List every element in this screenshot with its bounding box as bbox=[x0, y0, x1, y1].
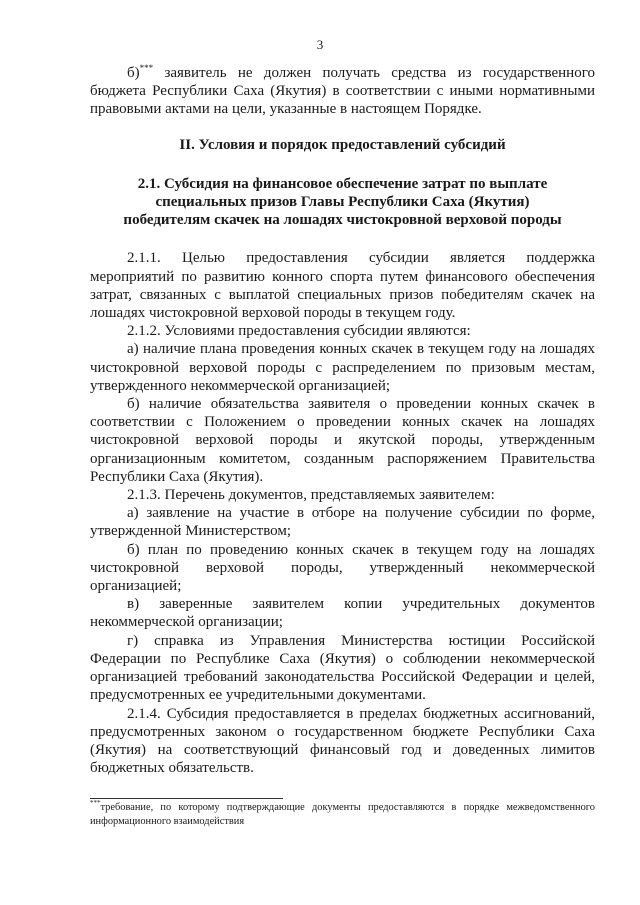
section-title: II. Условия и порядок предоставлений субсидий bbox=[179, 136, 506, 153]
paragraph-2-1-3-b: б) план по проведению конных скачек в текущем году на лошадях чистокровной верховой породы, утвержденный некоммерческой организацией; bbox=[90, 541, 595, 595]
paragraph-2-1-1: 2.1.1. Целью предоставления субсидии является поддержка мероприятий по развитию конного спорта путем финансового обеспечения затрат, связанных с выплатой специальных призов победителям скачек на лошадях чистокровной верховой породы в текущем году. bbox=[90, 250, 595, 322]
intro-prefix: б) bbox=[127, 65, 140, 81]
footnote-reference: *** bbox=[139, 63, 154, 73]
paragraph-2-1-3-v: в) заверенные заявителем копии учредительных документов некоммерческой организации; bbox=[90, 596, 595, 631]
document-body bbox=[90, 64, 595, 777]
paragraph-2-1-2: 2.1.2. Условиями предоставления субсидии являются: bbox=[127, 323, 471, 340]
page-number: 3 bbox=[316, 37, 324, 52]
footnote-text: требование, по которому подтверждающие документы предоставляются в порядке межведомственного информационного взаимодействия bbox=[90, 802, 595, 827]
subsection-title-line-3: победителям скачек на лошадях чистокровной верховой породы bbox=[123, 212, 562, 229]
intro-text: заявитель не должен получать средства из государственного бюджета Республики Саха (Якутия) в соответствии с иными нормативными правовыми актами на цели, указанные в настоящем Порядке. bbox=[90, 65, 595, 118]
intro-paragraph bbox=[90, 64, 595, 119]
paragraph-2-1-2-b: б) наличие обязательства заявителя о проведении конных скачек в соответствии с Положением о проведении конных скачек на лошадях чистокровной верховой породы и якутской породы, утвержденным организационным комитетом, созданным распоряжением Правительства Республики Саха (Якутия). bbox=[90, 396, 595, 485]
paragraph-2-1-4: 2.1.4. Субсидия предоставляется в пределах бюджетных ассигнований, предусмотренных законом о государственном бюджете Республики Саха (Якутия) на соответствующий финансовый год и доведенных лимитов бюджетных обязательств. bbox=[90, 705, 595, 777]
paragraph-2-1-3-g: г) справка из Управления Министерства юстиции Российской Федерации по Республике Саха (Якутия) о соблюдении некоммерческой организацией требований законодательства Российской Федерации и целей, предусмотренных ее учредительными документами. bbox=[90, 632, 595, 704]
subsection-title bbox=[90, 175, 595, 230]
subsection-title-line-1: 2.1. Субсидия на финансовое обеспечение затрат по выплате bbox=[137, 175, 548, 192]
subsection-title-line-2: специальных призов Главы Республики Саха (Якутия) bbox=[155, 194, 530, 211]
paragraph-2-1-3: 2.1.3. Перечень документов, представляемых заявителем: bbox=[127, 487, 495, 504]
paragraph-2-1-3-a: а) заявление на участие в отборе на получение субсидии по форме, утвержденной Министерством; bbox=[90, 505, 595, 540]
footnote-divider bbox=[90, 798, 283, 799]
paragraph-2-1-2-a: а) наличие плана проведения конных скачек в текущем году на лошадях чистокровной верховой породы с распределением по призовым местам, утвержденного некоммерческой организацией; bbox=[90, 341, 595, 394]
footnote-marker: *** bbox=[90, 799, 101, 807]
footnote bbox=[90, 801, 595, 828]
